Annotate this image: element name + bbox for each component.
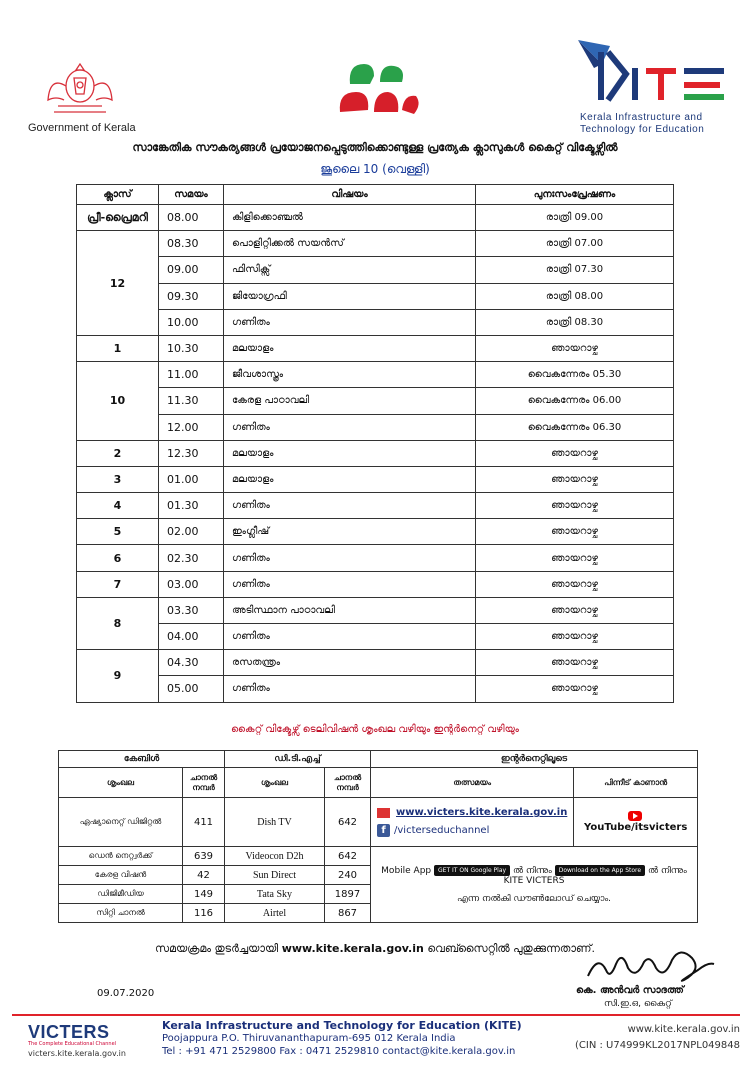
subject-cell: ഇംഗ്ലീഷ് bbox=[224, 519, 476, 545]
schedule-row bbox=[77, 624, 674, 650]
class-cell: 8 bbox=[77, 597, 159, 649]
kite-footer-name: Kerala Infrastructure and Technology for Education (KITE) bbox=[162, 1019, 522, 1032]
internet-header: ഇന്റർനെറ്റിലൂടെ bbox=[371, 751, 698, 768]
cable-network: കേരള വിഷൻ bbox=[59, 866, 183, 885]
dth-network: Dish TV bbox=[225, 798, 325, 847]
rerun-cell: രാത്രി 08.30 bbox=[476, 309, 674, 335]
dth-network-header: ശൃംഖല bbox=[225, 768, 325, 798]
header-class: ക്ലാസ് bbox=[77, 185, 159, 205]
subject-cell: കിളിക്കൊഞ്ചൽ bbox=[224, 205, 476, 231]
date-subtitle: ജൂലൈ 10 (വെള്ളി) bbox=[320, 162, 430, 176]
class-cell: 3 bbox=[77, 466, 159, 492]
class-cell: 7 bbox=[77, 571, 159, 597]
time-cell: 05.00 bbox=[159, 676, 224, 702]
channel-row bbox=[59, 847, 698, 866]
dth-network: Sun Direct bbox=[225, 866, 325, 885]
subject-cell: മലയാളം bbox=[224, 466, 476, 492]
kite-logo-icon bbox=[574, 34, 730, 108]
facebook-link-text: /victerseduchannel bbox=[394, 825, 490, 836]
schedule-row bbox=[77, 650, 674, 676]
cable-channel-no: 411 bbox=[183, 798, 225, 847]
subject-cell: കേരള പാഠാവലി bbox=[224, 388, 476, 414]
subject-cell: ഗണിതം bbox=[224, 676, 476, 702]
time-cell: 03.30 bbox=[159, 597, 224, 623]
distribution-note: കൈറ്റ് വിക്ടേഴ്സ് ടെലിവിഷൻ ശൃംഖല വഴിയും ഇന്റർനെറ്റ് വഴിയും bbox=[230, 724, 519, 735]
signer-name: കെ. അൻവർ സാദത്ത് bbox=[576, 985, 684, 996]
time-cell: 10.00 bbox=[159, 309, 224, 335]
document-header bbox=[0, 0, 750, 140]
subject-cell: മലയാളം bbox=[224, 335, 476, 361]
youtube-cell bbox=[574, 798, 698, 847]
rerun-cell: രാത്രി 08.00 bbox=[476, 283, 674, 309]
google-play-badge[interactable]: GET IT ON Google Play bbox=[434, 865, 510, 876]
cable-channel-no: 639 bbox=[183, 847, 225, 866]
class-cell: 5 bbox=[77, 519, 159, 545]
channels-sub-header-row bbox=[59, 768, 698, 798]
dth-network: Tata Sky bbox=[225, 885, 325, 904]
later-header: പിന്നീട് കാണാൻ bbox=[574, 768, 698, 798]
website-link[interactable] bbox=[377, 807, 567, 818]
app-store-badge[interactable]: Download on the App Store bbox=[555, 865, 645, 876]
time-cell: 09.30 bbox=[159, 283, 224, 309]
dth-header: ഡി.ടി.എച്ച് bbox=[225, 751, 371, 768]
from-text: ൽ നിന്നും bbox=[512, 866, 552, 876]
download-instruction: എന്ന നൽകി ഡൗൺലോഡ് ചെയ്യാം. bbox=[456, 894, 612, 904]
website-link-text: www.victers.kite.kerala.gov.in bbox=[396, 807, 568, 818]
schedule-row bbox=[77, 571, 674, 597]
kite-footer-contact: Tel : +91 471 2529800 Fax : 0471 2529810 contact@kite.kerala.gov.in bbox=[162, 1046, 516, 1057]
subject-cell: ജിയോഗ്രഫി bbox=[224, 283, 476, 309]
schedule-row bbox=[77, 519, 674, 545]
schedule-row bbox=[77, 309, 674, 335]
rerun-cell: രാത്രി 07.30 bbox=[476, 257, 674, 283]
channels-table bbox=[58, 750, 698, 923]
schedule-row bbox=[77, 335, 674, 361]
subject-cell: ഗണിതം bbox=[224, 545, 476, 571]
cable-channel-no: 149 bbox=[183, 885, 225, 904]
from-text-kite: ൽ നിന്നും KITE VICTERS bbox=[503, 866, 687, 886]
facebook-link[interactable] bbox=[377, 824, 567, 837]
cable-network: ഏഷ്യാനെറ്റ് ഡിജിറ്റൽ bbox=[59, 798, 183, 847]
victers-url: victers.kite.kerala.gov.in bbox=[28, 1049, 126, 1058]
dth-network: Airtel bbox=[225, 904, 325, 923]
class-cell: 12 bbox=[77, 231, 159, 336]
footer-right bbox=[575, 1022, 740, 1054]
time-cell: 12.00 bbox=[159, 414, 224, 440]
schedule-row bbox=[77, 205, 674, 231]
government-label: Government of Kerala bbox=[28, 122, 136, 134]
rerun-cell: ഞായറാഴ്ച bbox=[476, 519, 674, 545]
web-icon bbox=[377, 808, 390, 818]
schedule-header-row bbox=[77, 185, 674, 205]
update-note-link[interactable]: www.kite.kerala.gov.in bbox=[281, 942, 424, 955]
schedule-row bbox=[77, 676, 674, 702]
cable-network: ഡെൻ നെറ്റ്വർക്ക് bbox=[59, 847, 183, 866]
time-cell: 11.00 bbox=[159, 362, 224, 388]
subject-cell: ഗണിതം bbox=[224, 414, 476, 440]
schedule-row bbox=[77, 231, 674, 257]
class-cell: 6 bbox=[77, 545, 159, 571]
time-cell: 09.00 bbox=[159, 257, 224, 283]
signer-title: സി.ഇ.ഒ, കൈറ്റ് bbox=[604, 999, 672, 1009]
schedule-body bbox=[77, 205, 674, 703]
kite-name-text bbox=[580, 112, 704, 136]
header-time: സമയം bbox=[159, 185, 224, 205]
kite-name-line1: Kerala Infrastructure and bbox=[580, 112, 703, 123]
rerun-cell: ഞായറാഴ്ച bbox=[476, 440, 674, 466]
header-rerun: പുനഃസംപ്രേഷണം bbox=[476, 185, 674, 205]
schedule-row bbox=[77, 466, 674, 492]
cable-channel-no: 116 bbox=[183, 904, 225, 923]
schedule-table bbox=[76, 184, 674, 703]
update-note-suffix: വെബ്സൈറ്റിൽ പുതുക്കുന്നതാണ്. bbox=[427, 942, 595, 955]
subject-cell: ഗണിതം bbox=[224, 624, 476, 650]
class-cell: 1 bbox=[77, 335, 159, 361]
rerun-cell: രാത്രി 09.00 bbox=[476, 205, 674, 231]
rerun-cell: വൈകന്നേരം 05.30 bbox=[476, 362, 674, 388]
subject-cell: അടിസ്ഥാന പാഠാവലി bbox=[224, 597, 476, 623]
rerun-cell: ഞായറാഴ്ച bbox=[476, 650, 674, 676]
victers-logo bbox=[28, 1022, 158, 1062]
rerun-cell: രാത്രി 07.00 bbox=[476, 231, 674, 257]
time-cell: 02.30 bbox=[159, 545, 224, 571]
header-subject: വിഷയം bbox=[224, 185, 476, 205]
rerun-cell: ഞായറാഴ്ച bbox=[476, 597, 674, 623]
rerun-cell: വൈകന്നേരം 06.00 bbox=[476, 388, 674, 414]
signature-icon bbox=[580, 940, 720, 988]
subject-cell: മലയാളം bbox=[224, 440, 476, 466]
issue-date: 09.07.2020 bbox=[97, 988, 155, 999]
class-cell: 4 bbox=[77, 493, 159, 519]
cable-channel-no-header: ചാനൽ നമ്പർ bbox=[183, 768, 225, 798]
schedule-row bbox=[77, 597, 674, 623]
dth-channel-no: 642 bbox=[325, 798, 371, 847]
subject-cell: രസതന്ത്രം bbox=[224, 650, 476, 676]
kite-name-line2: Technology for Education bbox=[580, 124, 705, 135]
time-cell: 04.00 bbox=[159, 624, 224, 650]
subject-cell: ജീവശാസ്ത്രം bbox=[224, 362, 476, 388]
schedule-row bbox=[77, 362, 674, 388]
footer-web[interactable]: www.kite.kerala.gov.in bbox=[627, 1024, 740, 1035]
time-cell: 08.30 bbox=[159, 231, 224, 257]
youtube-link[interactable]: YouTube/itsvicters bbox=[584, 821, 688, 833]
schedule-row bbox=[77, 388, 674, 414]
victers-name: VICTERS bbox=[28, 1022, 110, 1042]
class-cell: 2 bbox=[77, 440, 159, 466]
rerun-cell: ഞായറാഴ്ച bbox=[476, 624, 674, 650]
channel-row bbox=[59, 798, 698, 847]
cable-channel-no: 42 bbox=[183, 866, 225, 885]
class-cell: 10 bbox=[77, 362, 159, 441]
time-cell: 03.00 bbox=[159, 571, 224, 597]
schedule-row bbox=[77, 414, 674, 440]
schedule-row bbox=[77, 493, 674, 519]
footer-cin: (CIN : U74999KL2017NPL049848 bbox=[574, 1040, 740, 1051]
footer-divider bbox=[12, 1014, 740, 1016]
live-links-cell bbox=[371, 798, 574, 847]
dth-channel-no: 867 bbox=[325, 904, 371, 923]
first-bell-logo-icon bbox=[330, 50, 426, 125]
victers-tagline: The Complete Educational Channel bbox=[28, 1041, 117, 1047]
subject-cell: ഗണിതം bbox=[224, 571, 476, 597]
schedule-row bbox=[77, 440, 674, 466]
dth-channel-no-header: ചാനൽ നമ്പർ bbox=[325, 768, 371, 798]
cable-network: സിറ്റി ചാനൽ bbox=[59, 904, 183, 923]
rerun-cell: വൈകന്നേരം 06.30 bbox=[476, 414, 674, 440]
live-header: തത്സമയം bbox=[371, 768, 574, 798]
app-download-cell bbox=[371, 847, 698, 923]
time-cell: 04.30 bbox=[159, 650, 224, 676]
channels-group-header-row bbox=[59, 751, 698, 768]
dth-channel-no: 642 bbox=[325, 847, 371, 866]
kite-footer-info bbox=[162, 1019, 522, 1058]
kerala-emblem-icon bbox=[40, 56, 120, 118]
rerun-cell: ഞായറാഴ്ച bbox=[476, 493, 674, 519]
time-cell: 12.30 bbox=[159, 440, 224, 466]
cable-network-header: ശൃംഖല bbox=[59, 768, 183, 798]
time-cell: 11.30 bbox=[159, 388, 224, 414]
schedule-row bbox=[77, 545, 674, 571]
document-title: സാങ്കേതിക സൗകര്യങ്ങൾ പ്രയോജനപ്പെടുത്തിക്കൊണ്ടുള്ള പ്രത്യേക ക്ലാസുകൾ കൈറ്റ് വിക്ടേഴ്സിൽ bbox=[132, 141, 618, 154]
mobile-app-label: Mobile App bbox=[381, 866, 432, 876]
time-cell: 01.00 bbox=[159, 466, 224, 492]
class-cell: പ്രീ-പ്രൈമറി bbox=[77, 205, 159, 231]
rerun-cell: ഞായറാഴ്ച bbox=[476, 335, 674, 361]
time-cell: 08.00 bbox=[159, 205, 224, 231]
subject-cell: ഗണിതം bbox=[224, 309, 476, 335]
time-cell: 02.00 bbox=[159, 519, 224, 545]
rerun-cell: ഞായറാഴ്ച bbox=[476, 676, 674, 702]
cable-header: കേബിൾ bbox=[59, 751, 225, 768]
dth-channel-no: 1897 bbox=[325, 885, 371, 904]
update-note-prefix: സമയക്രമം തുടർച്ചയായി bbox=[155, 942, 279, 955]
youtube-icon bbox=[628, 811, 642, 821]
rerun-cell: ഞായറാഴ്ച bbox=[476, 466, 674, 492]
dth-network: Videocon D2h bbox=[225, 847, 325, 866]
subject-cell: ഗണിതം bbox=[224, 493, 476, 519]
app-download-line bbox=[374, 865, 694, 886]
rerun-cell: ഞായറാഴ്ച bbox=[476, 545, 674, 571]
rerun-cell: ഞായറാഴ്ച bbox=[476, 571, 674, 597]
schedule-row bbox=[77, 283, 674, 309]
time-cell: 01.30 bbox=[159, 493, 224, 519]
subject-cell: പൊളിറ്റിക്കൽ സയൻസ് bbox=[224, 231, 476, 257]
time-cell: 10.30 bbox=[159, 335, 224, 361]
kite-footer-address: Poojappura P.O. Thiruvananthapuram-695 012 Kerala India bbox=[162, 1033, 456, 1044]
dth-channel-no: 240 bbox=[325, 866, 371, 885]
facebook-icon: f bbox=[377, 824, 390, 837]
subject-cell: ഫിസിക്സ് bbox=[224, 257, 476, 283]
schedule-row bbox=[77, 257, 674, 283]
cable-network: ഡിജിമീഡിയ bbox=[59, 885, 183, 904]
class-cell: 9 bbox=[77, 650, 159, 702]
